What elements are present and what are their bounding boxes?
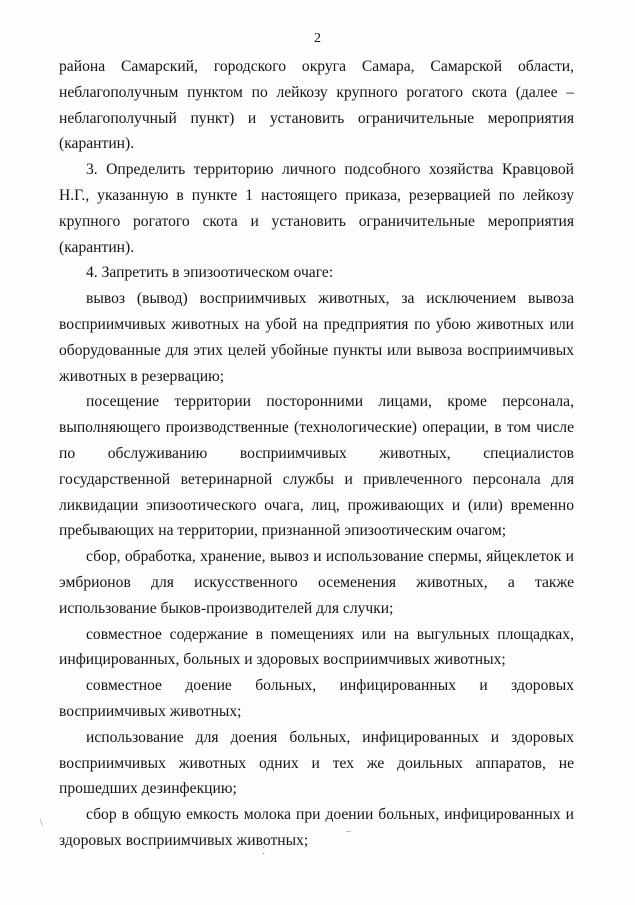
document-body xyxy=(59,54,574,854)
scan-speck-bottom: ⁚ xyxy=(262,846,266,857)
paragraph-ban-joint-milking: совместное доение больных, инфицированных и здоровых восприимчивых животных; xyxy=(59,677,574,720)
scan-speck-right: – xyxy=(346,826,351,837)
paragraph-ban-joint-keeping: совместное содержание в помещениях или на выгульных площадках, инфицированных, больных и здоровых восприимчивых животных; xyxy=(59,625,574,669)
scan-speck-left: \ xyxy=(40,818,43,829)
paragraph-item-3: 3. Определить территорию личного подсобного хозяйства Кравцовой Н.Г., указанную в пункте 1 настоящего приказа, резервацией по лейкозу крупного рогатого скота и установить ограничительные мероприятия (карантин). xyxy=(59,161,574,256)
paragraph-item-4: 4. Запретить в эпизоотическом очаге: xyxy=(86,264,334,282)
paragraph-ban-same-devices: использование для доения больных, инфицированных и здоровых восприимчивых животных одних и тех же доильных аппаратов, не прошедших дезинфекцию; xyxy=(59,728,574,798)
paragraph-continuation: района Самарский, городского округа Самара, Самарской области, неблагополучным пунктом по лейкозу крупного рогатого скота (далее – неблагополучный пункт) и установить ограничительные мероприятия (карантин). xyxy=(59,58,574,153)
page-number: 2 xyxy=(314,31,321,46)
paragraph-ban-removal: вывоз (вывод) восприимчивых животных, за исключением вывоза восприимчивых животных на убой на предприятия по убою животных или оборудованные для этих целей убойные пункты или вывоза восприимчивых животных в резервацию; xyxy=(59,290,574,385)
paragraph-ban-milk-collection: сбор в общую емкость молока при доении больных, инфицированных и здоровых восприимчивых животных; xyxy=(59,806,574,849)
paragraph-ban-visits: посещение территории посторонними лицами, кроме персонала, выполняющего производственные (технологические) операции, в том числе по обслуживанию восприимчивых животных, специалистов государственной ветеринарной службы и привлеченного персонала для ликвидации эпизоотического очага, лиц, проживающих и (или) временно пребывающих на территории, признанной эпизоотическим очагом; xyxy=(59,393,574,540)
paragraph-ban-sperm: сбор, обработка, хранение, вывоз и использование спермы, яйцеклеток и эмбрионов для искусственного осеменения животных, а также использование быков-производителей для случки; xyxy=(59,548,574,617)
